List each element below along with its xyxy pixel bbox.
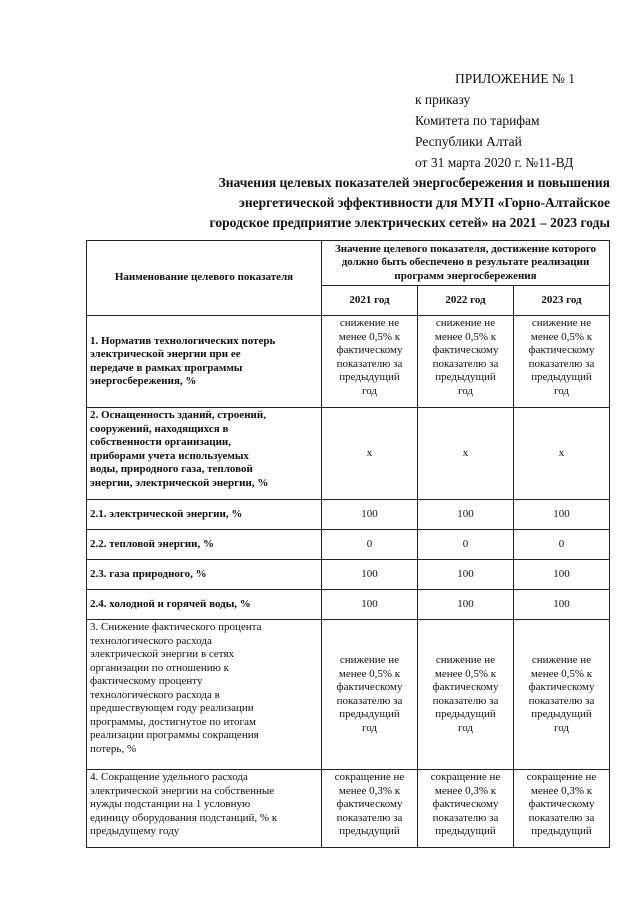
- table-header-row: [87, 241, 610, 286]
- row-name: 2.4. холодной и горячей воды, %: [87, 590, 322, 620]
- row-value-2022: 100: [418, 590, 514, 620]
- row-value-2022: 0: [418, 530, 514, 560]
- row-value-2023: сокращение не менее 0,3% к фактическому показателю за предыдущий: [514, 770, 610, 848]
- row-name: 2.3. газа природного, %: [87, 560, 322, 590]
- row-value-2022: 100: [418, 500, 514, 530]
- row-name: 4. Сокращение удельного расхода электрической энергии на собственные нужды подстанции на 1 условную единицу оборудования подстанций, % к предыдущему году: [87, 770, 322, 848]
- row-value-2023: 100: [514, 500, 610, 530]
- row-value-2022: 100: [418, 560, 514, 590]
- row-name: 1. Норматив технологических потерь электрической энергии при ее передаче в рамках программы энергосбережения, %: [87, 316, 322, 408]
- table-row: [87, 500, 610, 530]
- appendix-title: ПРИЛОЖЕНИЕ № 1: [455, 71, 576, 86]
- table-row: [87, 620, 610, 770]
- row-value-2023: 100: [514, 590, 610, 620]
- row-value-2021: 100: [322, 500, 418, 530]
- row-value-2021: снижение не менее 0,5% к фактическому показателю за предыдущий год: [322, 316, 418, 408]
- header-indicator-name: Наименование целевого показателя: [87, 241, 322, 316]
- table-row: [87, 560, 610, 590]
- row-value-2021: 100: [322, 590, 418, 620]
- table-row: [87, 530, 610, 560]
- table-row: [87, 590, 610, 620]
- appendix-line-date: от 31 марта 2020 г. №11-ВД: [415, 155, 574, 170]
- row-value-2022: снижение не менее 0,5% к фактическому показателю за предыдущий год: [418, 316, 514, 408]
- document-title: [110, 173, 610, 233]
- row-value-2021: 100: [322, 560, 418, 590]
- header-target-value: Значение целевого показателя, достижение которого должно быть обеспечено в результате реализации программ энергосбережения: [322, 241, 610, 286]
- indicators-table: [86, 240, 610, 848]
- appendix-line-republic: Республики Алтай: [415, 134, 522, 149]
- header-year-2023: 2023 год: [514, 286, 610, 316]
- document-title-line-2: энергетической эффективности для МУП «Горно-Алтайское: [239, 195, 610, 210]
- row-name: 2.1. электрической энергии, %: [87, 500, 322, 530]
- header-year-2021: 2021 год: [322, 286, 418, 316]
- row-value-2023: х: [514, 408, 610, 500]
- header-year-2022: 2022 год: [418, 286, 514, 316]
- row-value-2023: снижение не менее 0,5% к фактическому показателю за предыдущий год: [514, 620, 610, 770]
- row-value-2021: снижение не менее 0,5% к фактическому показателю за предыдущий год: [322, 620, 418, 770]
- appendix-line-order: к приказу: [415, 92, 471, 107]
- row-name: 3. Снижение фактического процента технологического расхода электрической энергии в сетях организации по отношению к фактическому проценту технологического расхода в предшествующем году реализации программы, достигнутое по итогам реализации программы сокращения потерь, %: [87, 620, 322, 770]
- row-value-2021: 0: [322, 530, 418, 560]
- row-value-2021: сокращение не менее 0,3% к фактическому показателю за предыдущий: [322, 770, 418, 848]
- row-value-2022: снижение не менее 0,5% к фактическому показателю за предыдущий год: [418, 620, 514, 770]
- row-value-2023: снижение не менее 0,5% к фактическому показателю за предыдущий год: [514, 316, 610, 408]
- table-row: [87, 316, 610, 408]
- document-title-line-1: Значения целевых показателей энергосбережения и повышения: [218, 175, 610, 190]
- table-row: [87, 770, 610, 848]
- table-row: [87, 408, 610, 500]
- row-value-2022: х: [418, 408, 514, 500]
- row-value-2022: сокращение не менее 0,3% к фактическому показателю за предыдущий: [418, 770, 514, 848]
- row-name: 2.2. тепловой энергии, %: [87, 530, 322, 560]
- row-value-2023: 100: [514, 560, 610, 590]
- document-title-line-3: городское предприятие электрических сетей» на 2021 – 2023 годы: [209, 215, 610, 230]
- row-value-2023: 0: [514, 530, 610, 560]
- row-value-2021: х: [322, 408, 418, 500]
- appendix-line-committee: Комитета по тарифам: [415, 113, 540, 128]
- row-name: 2. Оснащенность зданий, строений, сооружений, находящихся в собственности организации, приборами учета используемых воды, природного газа, тепловой энергии, электрической энергии, %: [87, 408, 322, 500]
- appendix-block: [415, 68, 575, 173]
